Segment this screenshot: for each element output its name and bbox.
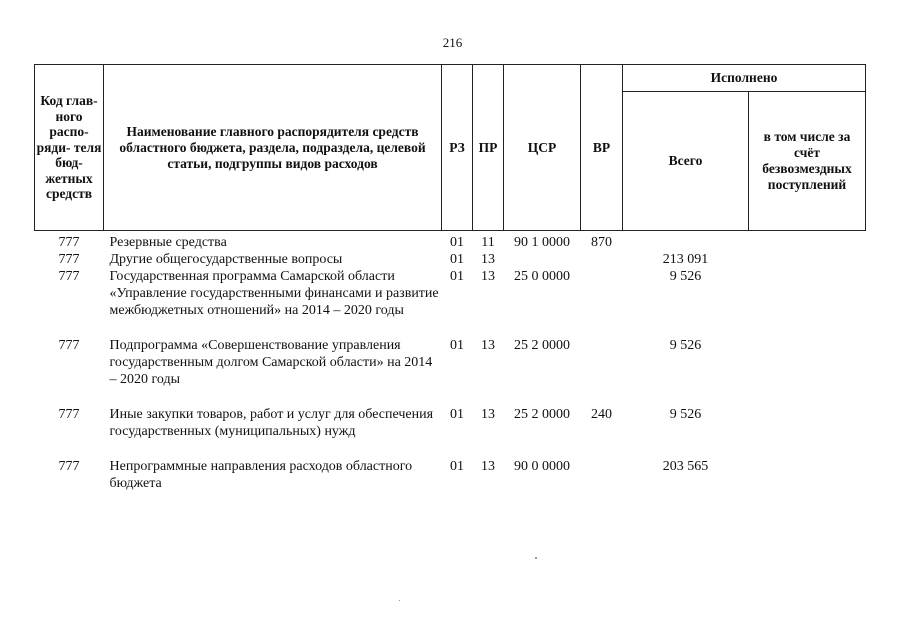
row-total: 203 565 <box>662 459 709 474</box>
row-free <box>749 458 866 492</box>
table-row <box>35 406 866 458</box>
header-pr: ПР <box>473 65 504 231</box>
page-number: 216 <box>442 35 463 50</box>
row-code: 777 <box>58 459 80 474</box>
row-vr <box>581 268 623 337</box>
row-code: 777 <box>58 407 80 422</box>
table-row <box>35 251 866 268</box>
row-vr <box>581 251 623 268</box>
row-total <box>623 231 749 252</box>
row-name: Иные закупки товаров, работ и услуг для обеспечения государственных (муниципальных) нужд <box>109 407 434 439</box>
row-name: Резервные средства <box>109 235 227 250</box>
row-free <box>749 406 866 458</box>
header-incl-free: в том числе за счёт безвозмездных поступлений <box>749 92 866 231</box>
row-rz: 01 <box>450 459 464 474</box>
header-total: Всего <box>623 92 749 231</box>
row-rz: 01 <box>450 338 464 353</box>
row-name: Государственная программа Самарской области «Управление государственными финансами и развитие межбюджетных отношений» на 2014 – 2020 годы <box>109 269 439 318</box>
row-vr <box>581 337 623 406</box>
row-code: 777 <box>58 252 80 267</box>
table-row <box>35 458 866 492</box>
row-free <box>749 268 866 337</box>
row-csr <box>504 251 581 268</box>
row-csr: 90 1 0000 <box>514 235 570 250</box>
row-rz: 01 <box>450 269 464 284</box>
row-vr: 870 <box>591 235 612 250</box>
row-rz: 01 <box>450 407 464 422</box>
row-name: Другие общегосударственные вопросы <box>109 252 343 267</box>
row-csr: 90 0 0000 <box>514 459 570 474</box>
header-executed: Исполнено <box>623 65 866 92</box>
row-total: 213 091 <box>662 252 709 267</box>
row-pr: 11 <box>481 235 495 250</box>
header-name: Наименование главного распорядителя средств областного бюджета, раздела, подраздела, целевой статьи, подгруппы видов расходов <box>104 65 442 231</box>
row-total: 9 526 <box>669 407 702 422</box>
row-pr: 13 <box>481 459 495 474</box>
row-csr: 25 2 0000 <box>514 338 570 353</box>
row-rz: 01 <box>450 252 464 267</box>
row-free <box>749 251 866 268</box>
header-vr: ВР <box>581 65 623 231</box>
row-name: Непрограммные направления расходов областного бюджета <box>109 459 413 491</box>
row-code: 777 <box>58 338 80 353</box>
row-total: 9 526 <box>669 338 702 353</box>
table-row <box>35 268 866 337</box>
header-csr: ЦСР <box>504 65 581 231</box>
scan-speck <box>535 557 537 559</box>
row-rz: 01 <box>450 235 464 250</box>
row-total: 9 526 <box>669 269 702 284</box>
row-csr: 25 2 0000 <box>514 407 570 422</box>
table-row <box>35 337 866 406</box>
row-code: 777 <box>58 235 80 250</box>
row-pr: 13 <box>481 407 495 422</box>
table-row <box>35 231 866 252</box>
scan-speck <box>399 600 400 601</box>
row-name: Подпрограмма «Совершенствование управления государственным долгом Самарской области» на 2014 – 2020 годы <box>109 338 433 387</box>
row-vr: 240 <box>591 407 612 422</box>
row-pr: 13 <box>481 269 495 284</box>
row-free <box>749 231 866 252</box>
row-csr: 25 0 0000 <box>514 269 570 284</box>
row-pr: 13 <box>481 338 495 353</box>
row-free <box>749 337 866 406</box>
row-pr: 13 <box>481 252 495 267</box>
row-vr <box>581 458 623 492</box>
row-code: 777 <box>58 269 80 284</box>
header-rz: РЗ <box>442 65 473 231</box>
budget-table <box>34 64 866 492</box>
header-code: Код глав- ного распо- ряди- теля бюд- жетных средств <box>35 65 104 231</box>
